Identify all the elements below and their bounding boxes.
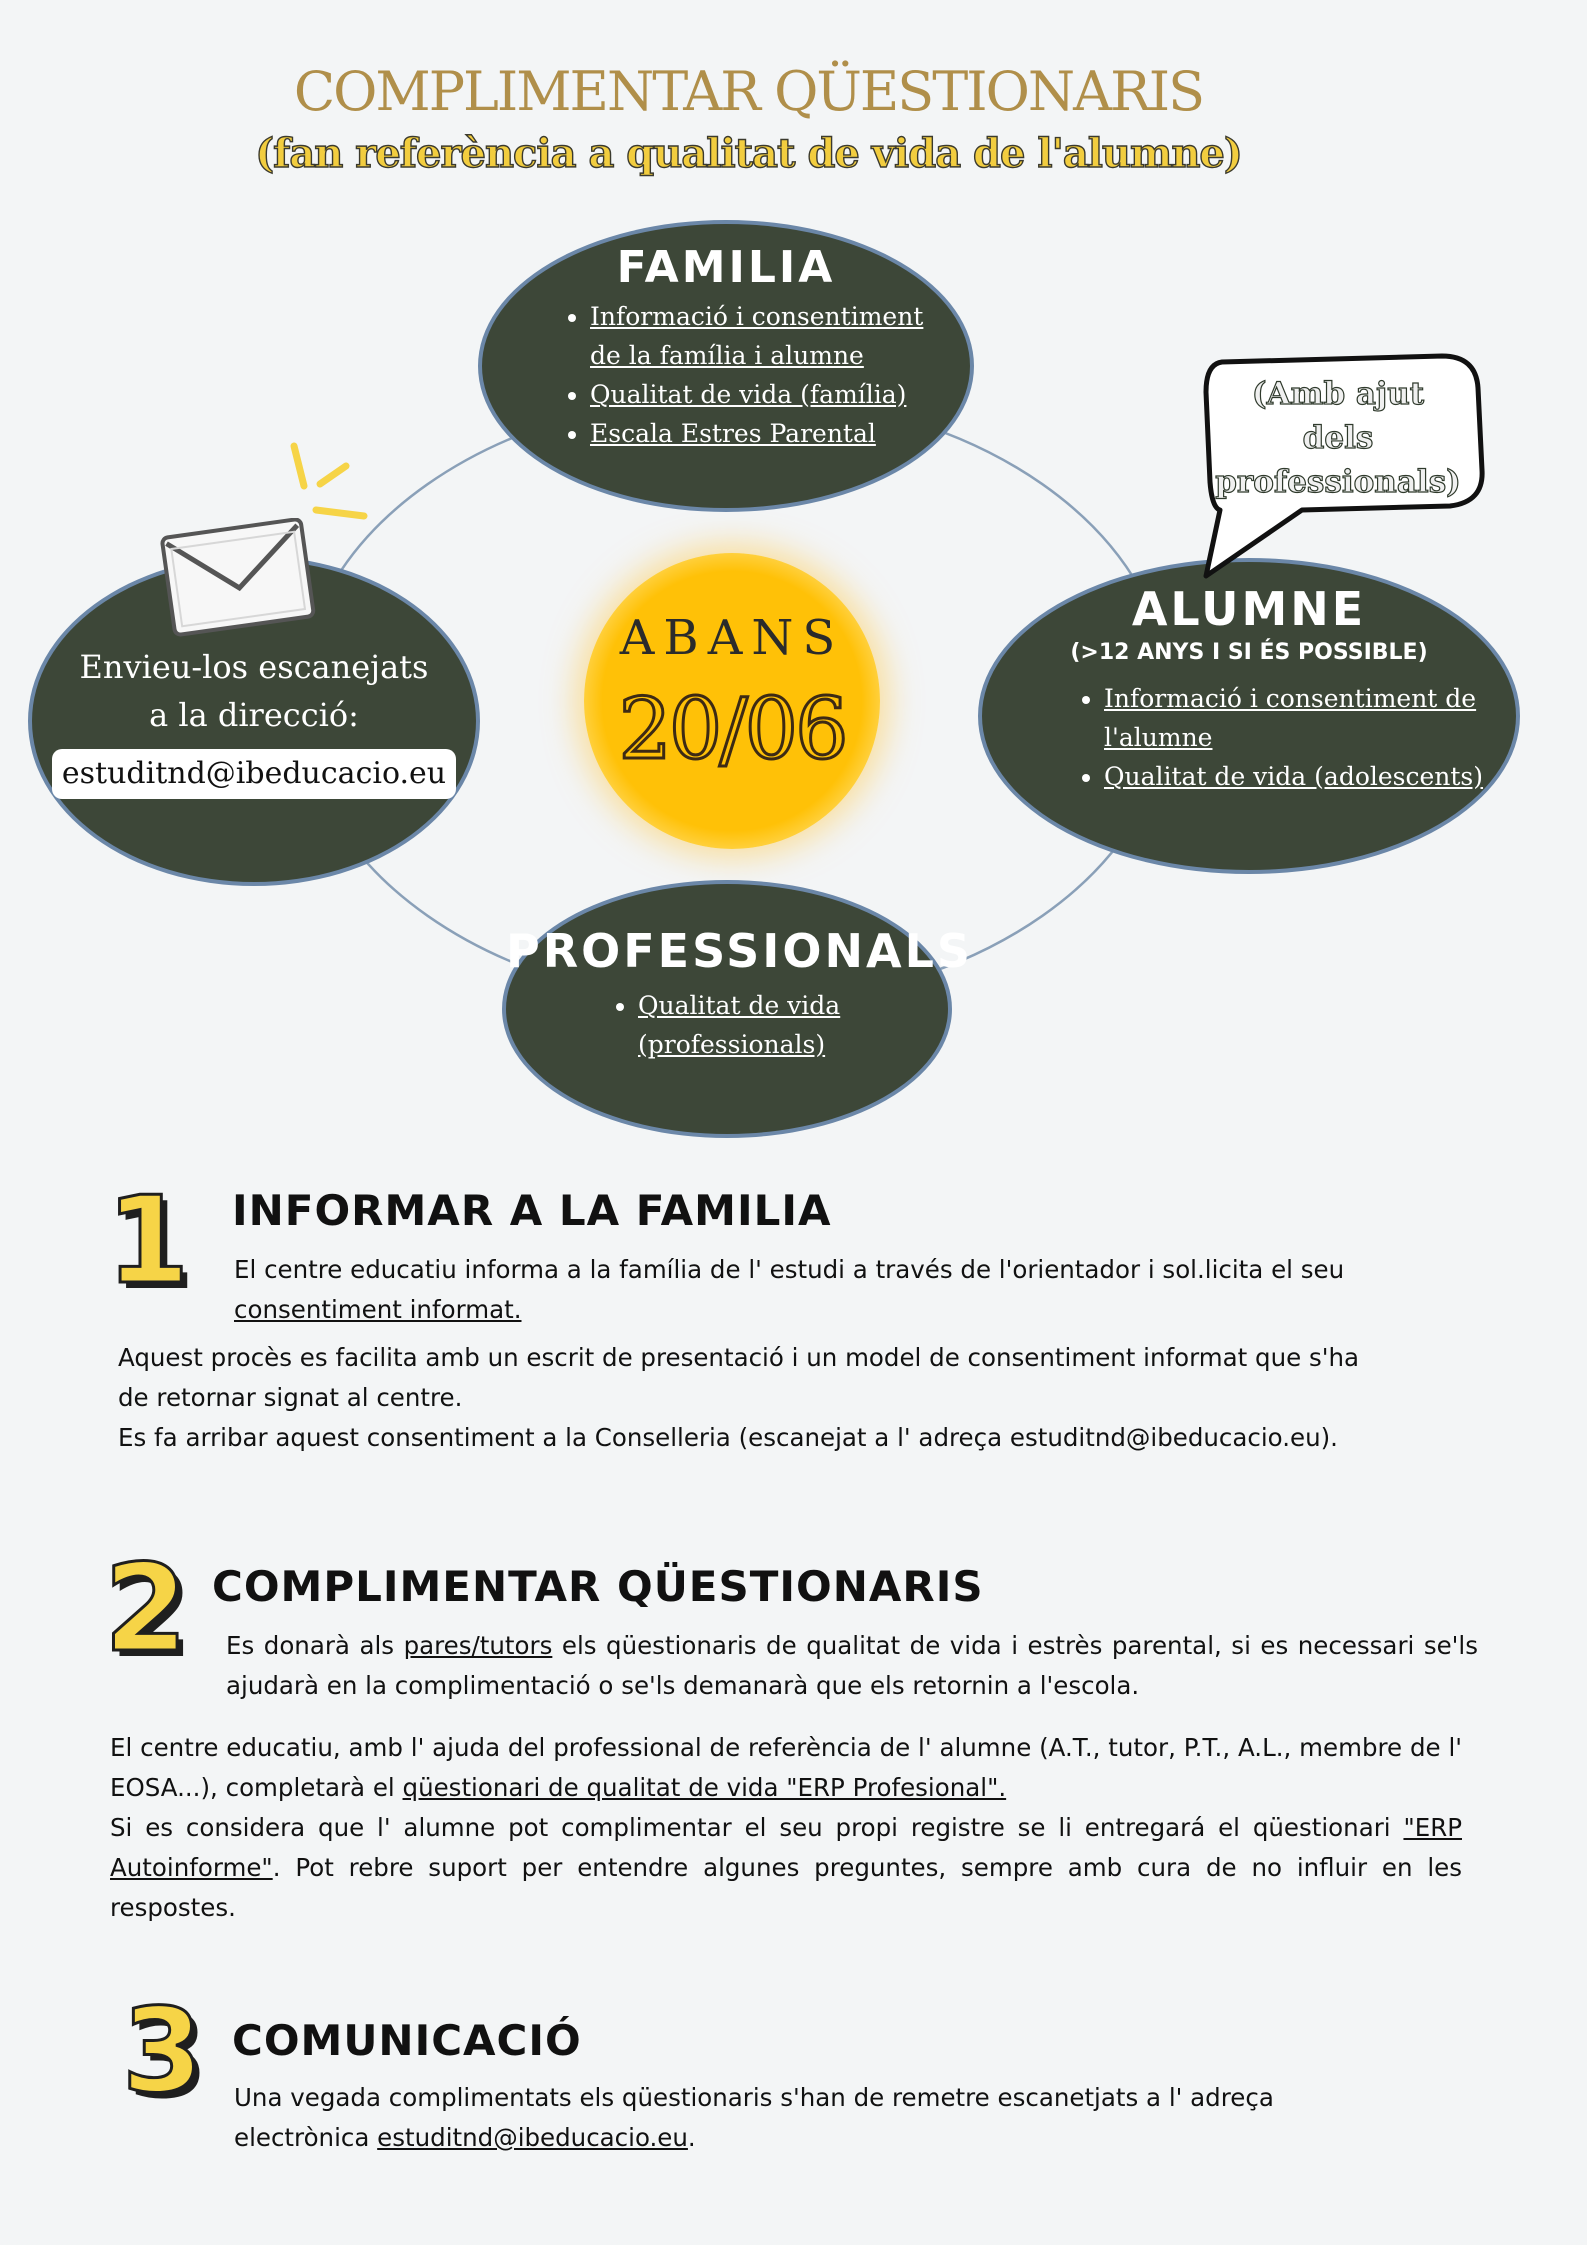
step-1-line: Es fa arribar aquest consentiment a la Conselleria (escanejat a l' adreça estuditnd@ibeducacio.eu). bbox=[118, 1423, 1338, 1452]
page-title: COMPLIMENTAR QÜESTIONARIS bbox=[293, 60, 1204, 123]
erp-autoinforme-link[interactable]: "ERP Autoinforme" bbox=[110, 1813, 1462, 1882]
step-2-intro bbox=[226, 1626, 1478, 1706]
list-item[interactable]: • Informació i consentiment de l'alumne bbox=[1104, 679, 1504, 757]
step-2-text: El centre educatiu, amb l' ajuda del professional de referència de l' alumne (A.T., tutor, P.T., A.L., membre de l' EOSA...), completarà el bbox=[110, 1733, 1462, 1802]
step-1-line: Aquest procès es facilita amb un escrit de presentació i un model de consentiment informat que s'ha bbox=[118, 1343, 1360, 1372]
bubble-line2: dels bbox=[1302, 420, 1374, 456]
professionals-node bbox=[502, 880, 974, 1138]
step-1-intro bbox=[234, 1250, 1494, 1330]
step-2-number: 2 bbox=[104, 1540, 188, 1679]
alumne-subtitle: (>12 ANYS I SI ÉS POSSIBLE) bbox=[1070, 640, 1428, 665]
professionals-title: PROFESSIONALS bbox=[506, 924, 974, 978]
list-item[interactable]: • Informació i consentiment de la família i alumne bbox=[590, 297, 950, 375]
alumne-list bbox=[1070, 679, 1504, 796]
list-item[interactable]: • Qualitat de vida (família) bbox=[590, 375, 950, 414]
step-3-number: 3 bbox=[122, 1984, 203, 2119]
familia-list bbox=[556, 297, 950, 453]
step-2-text: els qüestionaris de qualitat de vida i estrès parental, si es necessari se'ls ajudarà en la complimentació o se'ls demanarà que els retornin a l'escola. bbox=[226, 1631, 1478, 1700]
step-2-paragraph bbox=[110, 1728, 1462, 1808]
bubble-line1: (Amb ajut bbox=[1251, 376, 1425, 412]
professionals-list bbox=[604, 986, 898, 1064]
step-1-title: INFORMAR A LA FAMILIA bbox=[232, 1186, 832, 1235]
alumne-node bbox=[978, 558, 1520, 874]
deadline-date: 20/06 bbox=[618, 680, 846, 778]
email-address[interactable]: estuditnd@ibeducacio.eu bbox=[52, 749, 456, 799]
step-2-text: Si es considera que l' alumne pot complimentar el seu propi registre se li entregará el qüestionari bbox=[110, 1813, 1404, 1842]
step-3-line: Una vegada complimentats els qüestionaris s'han de remetre escanetjats a l' adreça bbox=[234, 2083, 1274, 2112]
alumne-title: ALUMNE bbox=[1131, 582, 1367, 636]
familia-node bbox=[478, 220, 974, 512]
step-1-intro-line: El centre educatiu informa a la família de l' estudi a través de l'orientador i sol.licita el seu bbox=[234, 1255, 1345, 1284]
erp-profesional-link[interactable]: qüestionari de qualitat de vida "ERP Profesional". bbox=[402, 1773, 1007, 1802]
step-2-paragraph-2 bbox=[110, 1808, 1462, 1928]
step-1-number: 1 bbox=[106, 1172, 190, 1311]
envieu-text-line2: a la direcció: bbox=[149, 696, 359, 734]
list-item[interactable]: • Qualitat de vida (adolescents) bbox=[1104, 757, 1504, 796]
sparkle-icon bbox=[280, 440, 380, 530]
list-item[interactable]: • Escala Estres Parental bbox=[590, 414, 950, 453]
parents-link[interactable]: pares/tutors bbox=[403, 1631, 553, 1660]
email-link[interactable]: estuditnd@ibeducacio.eu bbox=[377, 2123, 688, 2152]
envieu-text-line1: Envieu-los escanejats bbox=[79, 648, 429, 686]
deadline-label: ABANS bbox=[619, 610, 845, 666]
step-3-text bbox=[234, 2078, 1494, 2158]
bubble-line3: professionals) bbox=[1215, 464, 1461, 500]
familia-title: FAMILIA bbox=[616, 242, 836, 293]
page-subtitle: (fan referència a qualitat de vida de l'alumne) bbox=[255, 130, 1242, 177]
bubble-text bbox=[1208, 372, 1468, 504]
step-3-title: COMUNICACIÓ bbox=[232, 2016, 582, 2065]
step-2-text: Es donarà als bbox=[226, 1631, 404, 1660]
list-item[interactable]: • Qualitat de vida (professionals) bbox=[638, 986, 898, 1064]
step-3-line: electrònica bbox=[234, 2123, 378, 2152]
envelope-icon bbox=[158, 518, 318, 638]
step-2-title: COMPLIMENTAR QÜESTIONARIS bbox=[212, 1562, 984, 1611]
consent-link[interactable]: consentiment informat. bbox=[234, 1295, 522, 1324]
step-2-text: . Pot rebre suport per entendre algunes preguntes, sempre amb cura de no influir en les respostes. bbox=[110, 1853, 1462, 1922]
step-3-period: . bbox=[687, 2123, 696, 2152]
step-1-paragraph bbox=[118, 1338, 1518, 1458]
step-1-line: de retornar signat al centre. bbox=[118, 1383, 463, 1412]
